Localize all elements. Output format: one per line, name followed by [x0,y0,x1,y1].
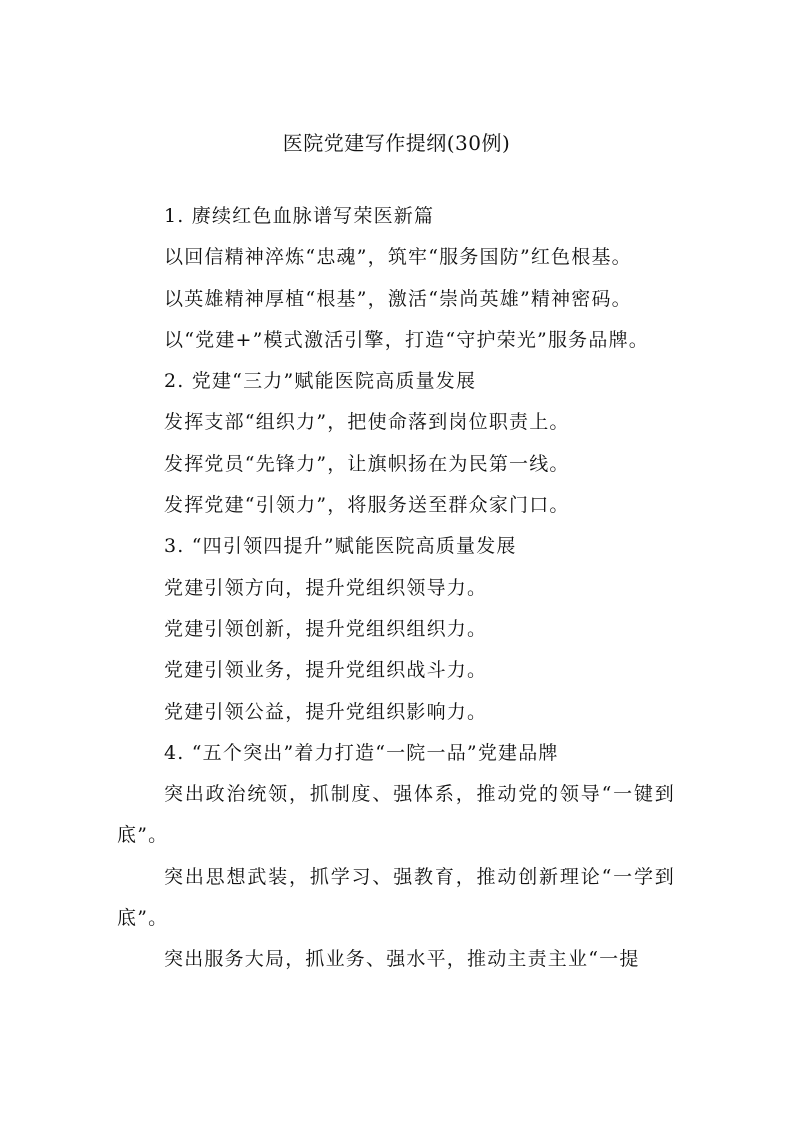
paragraph: 以英雄精神厚植“根基”，激活“崇尚英雄”精神密码。 [164,287,632,310]
paragraph: 党建引领方向，提升党组织领导力。 [164,576,488,599]
paragraph: 发挥支部“组织力”，把使命落到岗位职责上。 [164,411,570,434]
paragraph: 发挥党员“先锋力”，让旗帜扬在为民第一线。 [164,452,570,475]
section-heading-3: 3. “四引领四提升”赋能医院高质量发展 [164,535,517,558]
document-body [117,196,675,981]
section-heading-2: 2. 党建“三力”赋能医院高质量发展 [164,370,477,393]
paragraph: 以“党建+”模式激活引擎，打造“守护荣光”服务品牌。 [164,328,649,351]
paragraph: 突出服务大局，抓业务、强水平，推动主责主业“一提 [164,948,640,971]
paragraph: 突出思想武装，抓学习、强教育，推动创新理论“一学到底”。 [117,865,675,930]
section-heading-4: 4. “五个突出”着力打造“一院一品”党建品牌 [164,741,559,764]
document-title: 医院党建写作提纲(30例) [282,131,511,155]
paragraph: 以回信精神淬炼“忠魂”，筑牢“服务国防”红色根基。 [164,246,632,269]
paragraph: 发挥党建“引领力”，将服务送至群众家门口。 [164,494,570,517]
section-heading-1: 1. 赓续红色血脉谱写荣医新篇 [164,205,435,227]
paragraph: 党建引领公益，提升党组织影响力。 [164,700,488,723]
paragraph: 党建引领创新，提升党组织组织力。 [164,617,488,640]
paragraph: 党建引领业务，提升党组织战斗力。 [164,659,488,682]
paragraph: 突出政治统领，抓制度、强体系，推动党的领导“一键到底”。 [117,783,675,847]
